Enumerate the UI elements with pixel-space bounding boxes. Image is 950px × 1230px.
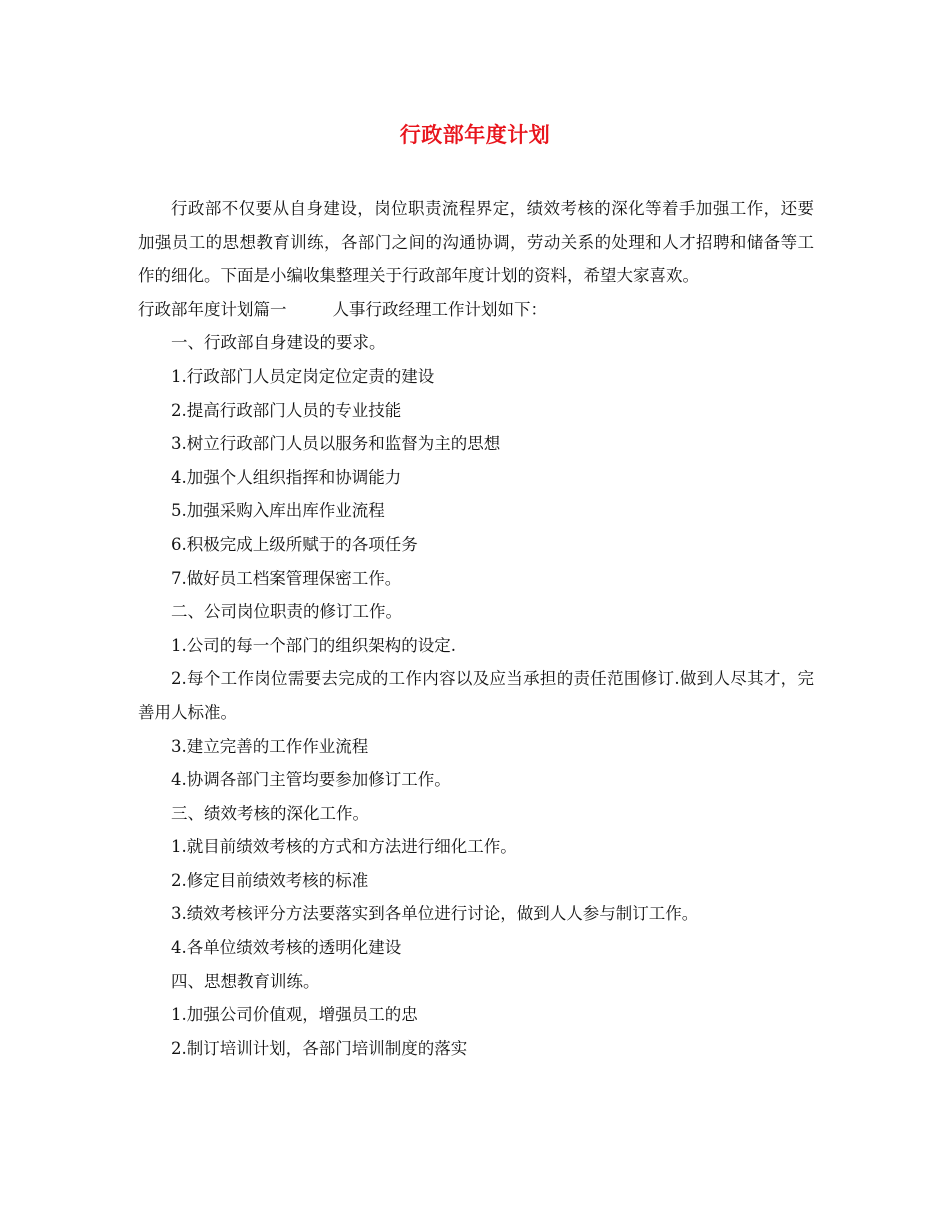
list-item: 2.提高行政部门人员的专业技能 [171,400,402,420]
list-item: 1.行政部门人员定岗定位定责的建设 [171,366,435,386]
heading-2: 二、公司岗位职责的修订工作。 [171,602,402,622]
list-item: 4.加强个人组织指挥和协调能力 [171,467,402,487]
list-item: 1.公司的每一个部门的组织架构的设定. [171,635,456,655]
list-item: 6.积极完成上级所赋于的各项任务 [171,534,418,554]
list-item: 1.就目前绩效考核的方式和方法进行细化工作。 [171,837,517,857]
list-item: 7.做好员工档案管理保密工作。 [171,568,402,588]
list-item: 2.修定目前绩效考核的标准 [171,870,369,890]
list-item: 4.协调各部门主管均要参加修订工作。 [171,770,451,790]
list-item: 2.制订培训计划，各部门培训制度的落实 [171,1038,468,1058]
list-item: 3.绩效考核评分方法要落实到各单位进行讨论，做到人人参与制订工作。 [171,904,699,924]
document-body [138,192,814,1065]
heading-4: 四、思想教育训练。 [171,971,320,991]
list-item: 2.每个工作岗位需要去完成的工作内容以及应当承担的责任范围修订.做到人尽其才，完善用人标准。 [138,669,814,722]
list-item: 3.建立完善的工作作业流程 [171,736,369,756]
intro-paragraph: 行政部不仅要从自身建设，岗位职责流程界定，绩效考核的深化等着手加强工作，还要加强员工的思想教育训练，各部门之间的沟通协调，劳动关系的处理和人才招聘和储备等工作的细化。下面是小编收集整理关于行政部年度计划的资料，希望大家喜欢。 [138,199,814,286]
document-title: 行政部年度计划 [399,122,551,147]
list-item: 4.各单位绩效考核的透明化建设 [171,938,402,958]
heading-1: 一、行政部自身建设的要求。 [171,333,386,353]
list-item: 3.树立行政部门人员以服务和监督为主的思想 [171,434,501,454]
heading-3: 三、绩效考核的深化工作。 [171,803,369,823]
list-item: 1.加强公司价值观，增强员工的忠 [171,1005,418,1025]
section-heading [138,293,814,327]
section-heading-left: 行政部年度计划篇一 [138,299,287,319]
section-heading-right: 人事行政经理工作计划如下： [332,299,547,319]
list-item: 5.加强采购入库出库作业流程 [171,501,385,521]
